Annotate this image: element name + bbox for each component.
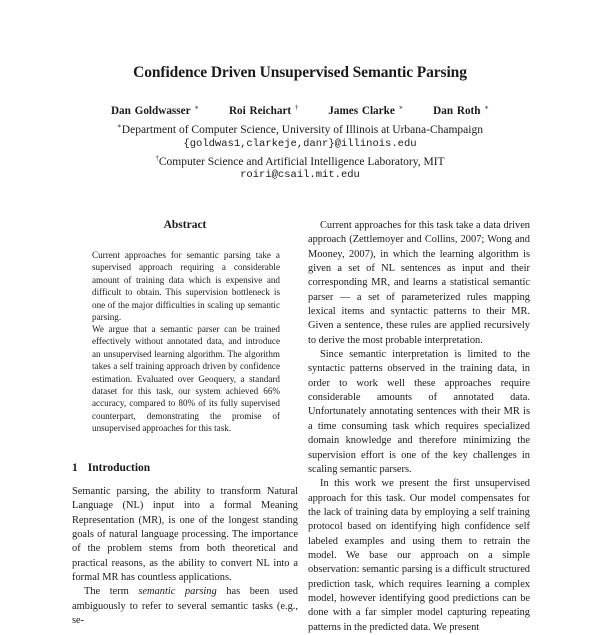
affiliation-email: roiri@csail.mit.edu xyxy=(240,169,360,181)
author: Dan Roth ∗ xyxy=(433,103,490,117)
body-paragraph: Since semantic interpretation is limited to the syntactic patterns observed in the training data, in order to work well these approaches require considerable amounts of annotated data. Unfortunately annotating sentences with their MR is a time consuming task which requires specialized domain knowledge and therefore minimizing the supervision effort is one of the key challenges in scaling semantic parsers. xyxy=(308,349,530,475)
affiliation-email: {goldwas1,clarkeje,danr}@illinois.edu xyxy=(183,138,417,150)
body-paragraph: The term semantic parsing has been used ambiguously to refer to several semantic tasks (e.g., se- xyxy=(72,586,298,627)
left-column-body xyxy=(72,485,298,628)
author: James Clarke ∗ xyxy=(328,103,404,117)
author: Roi Reichart † xyxy=(228,103,299,117)
paper-title: Confidence Driven Unsupervised Semantic Parsing xyxy=(133,64,467,81)
affiliation-line: †Computer Science and Artificial Intelligence Laboratory, MIT xyxy=(155,154,445,168)
abstract-paragraph: Current approaches for semantic parsing take a supervised approach requiring a considerable amount of training data which is expensive and difficult to obtain. This supervision bottleneck is one of the major difficulties in scaling up semantic parsing. xyxy=(92,250,280,323)
body-paragraph: Current approaches for this task take a data driven approach (Zettlemoyer and Collins, 2007; Wong and Mooney, 2007), in which the learning algorithm is given a set of NL sentences as input and their corresponding MR, and learns a statistical semantic parser — a set of parameterized rules mapping lexical items and syntactic patterns to their MR. Given a sentence, these rules are applied recursively to derive the most probable interpretation. xyxy=(308,220,530,346)
section-heading: 1 Introduction xyxy=(72,462,151,474)
body-paragraph: Semantic parsing, the ability to transform Natural Language (NL) input into a formal Meaning Representation (MR), is one of the longest standing goals of natural language processing. The importance of the problem stems from both theoretical and practical reasons, as the ability to convert NL into a formal MR has countless applications. xyxy=(72,486,298,584)
author-list xyxy=(0,103,600,117)
author: Dan Goldwasser ∗ xyxy=(110,103,200,117)
body-paragraph: In this work we present the first unsupervised approach for this task. Our model compensates for the lack of training data by employing a self training protocol based on identifying high confidence self labeled examples and using them to retrain the model. We base our approach on a simple observation: semantic parsing is a difficult structured prediction task, which requires learning a complex model, however identifying good predictions can be done with a far simpler model capturing repeating patterns in the predicted data. We present xyxy=(308,478,530,633)
abstract-heading: Abstract xyxy=(163,219,207,231)
right-column-body xyxy=(308,219,530,635)
abstract-paragraph: We argue that a semantic parser can be trained effectively without annotated data, and introduce an unsupervised learning algorithm. The algorithm takes a self training approach driven by confidence estimation. Evaluated over Geoquery, a standard dataset for this task, our system achieved 66% accuracy, compared to 80% of its fully supervised counterpart, demonstrating the promise of unsupervised approaches for this task. xyxy=(92,324,280,434)
affiliation-line: ∗Department of Computer Science, University of Illinois at Urbana-Champaign xyxy=(117,122,483,136)
